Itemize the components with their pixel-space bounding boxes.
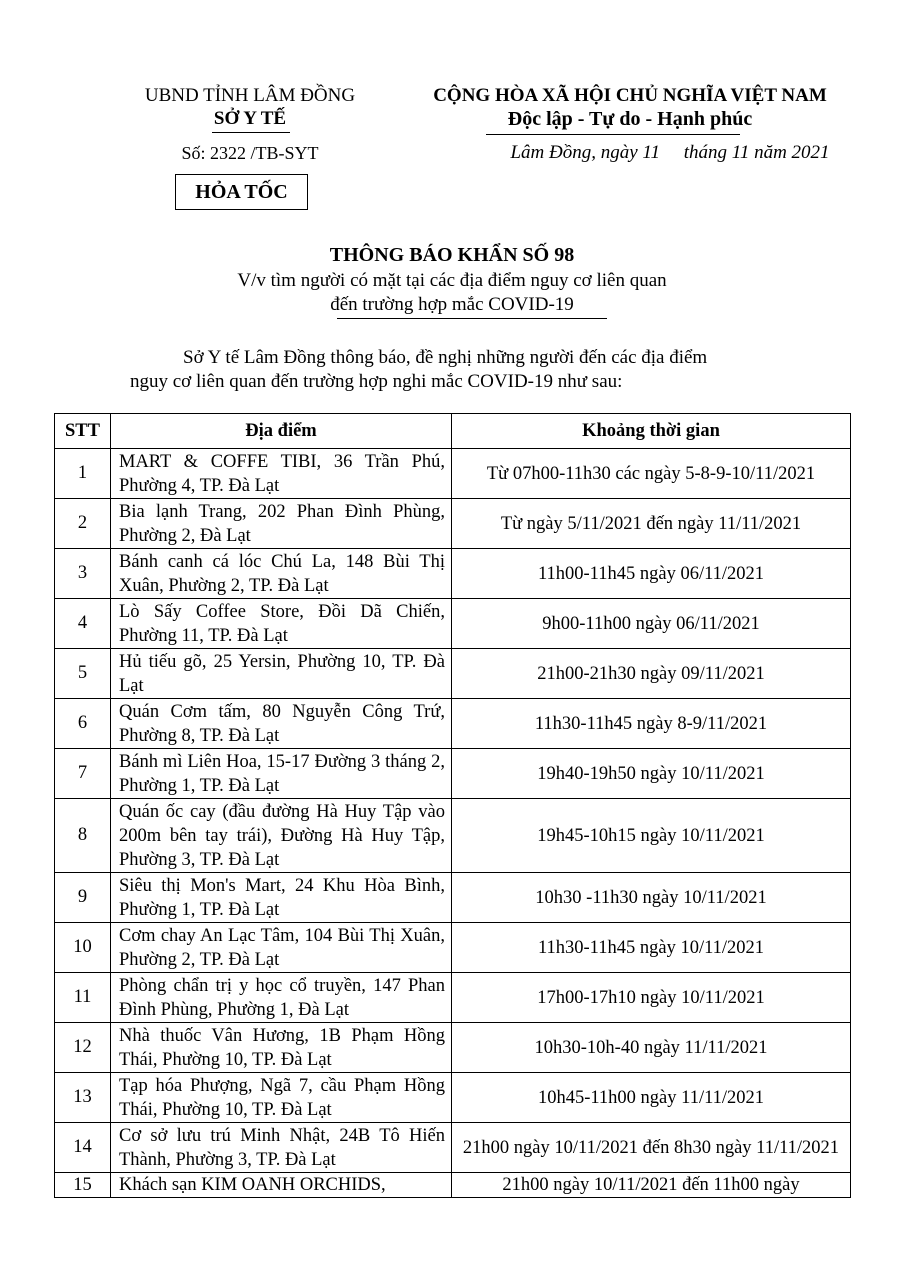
header-stt: STT (55, 414, 111, 449)
row-place: Cơm chay An Lạc Tâm, 104 Bùi Thị Xuân, Phường 2, TP. Đà Lạt (111, 923, 452, 973)
row-place: Khách sạn KIM OANH ORCHIDS, (111, 1173, 452, 1198)
table-row (55, 499, 851, 549)
row-time: 21h00 ngày 10/11/2021 đến 8h30 ngày 11/11/2021 (452, 1123, 851, 1173)
notice-subject-line-1: V/v tìm người có mặt tại các địa điểm nguy cơ liên quan (237, 270, 667, 291)
department-underline (212, 132, 290, 133)
row-place: Bánh mì Liên Hoa, 15-17 Đường 3 tháng 2, Phường 1, TP. Đà Lạt (111, 749, 452, 799)
row-stt: 11 (55, 973, 111, 1023)
row-place: Quán Cơm tấm, 80 Nguyễn Công Trứ, Phường 8, TP. Đà Lạt (111, 699, 452, 749)
row-stt: 14 (55, 1123, 111, 1173)
row-time: 10h45-11h00 ngày 11/11/2021 (452, 1073, 851, 1123)
table-row (55, 873, 851, 923)
row-place: Quán ốc cay (đầu đường Hà Huy Tập vào 200m bên tay trái), Đường Hà Huy Tập, Phường 3, TP. Đà Lạt (111, 799, 452, 873)
row-stt: 3 (55, 549, 111, 599)
header-place: Địa điểm (111, 414, 452, 449)
header-time: Khoảng thời gian (452, 414, 851, 449)
row-time: 21h00 ngày 10/11/2021 đến 11h00 ngày (452, 1173, 851, 1198)
row-stt: 10 (55, 923, 111, 973)
notice-title: THÔNG BÁO KHẨN SỐ 98 (329, 244, 575, 266)
motto-underline (486, 134, 740, 135)
row-stt: 8 (55, 799, 111, 873)
issuing-department: SỞ Y TẾ (213, 108, 287, 129)
row-place: Nhà thuốc Vân Hương, 1B Phạm Hồng Thái, Phường 10, TP. Đà Lạt (111, 1023, 452, 1073)
table-row (55, 699, 851, 749)
subject-underline (337, 318, 607, 319)
row-stt: 2 (55, 499, 111, 549)
row-time: 21h00-21h30 ngày 09/11/2021 (452, 649, 851, 699)
row-time: 11h30-11h45 ngày 10/11/2021 (452, 923, 851, 973)
table-row (55, 973, 851, 1023)
row-place: Bia lạnh Trang, 202 Phan Đình Phùng, Phường 2, Đà Lạt (111, 499, 452, 549)
row-place: Tạp hóa Phượng, Ngã 7, cầu Phạm Hồng Thái, Phường 10, TP. Đà Lạt (111, 1073, 452, 1123)
urgent-stamp: HỎA TỐC (175, 174, 308, 210)
row-stt: 12 (55, 1023, 111, 1073)
notice-subject-line-2: đến trường hợp mắc COVID-19 (330, 294, 574, 315)
table-row (55, 1023, 851, 1073)
row-place: Bánh canh cá lóc Chú La, 148 Bùi Thị Xuân, Phường 2, TP. Đà Lạt (111, 549, 452, 599)
row-place: Phòng chẩn trị y học cổ truyền, 147 Phan Đình Phùng, Phường 1, Đà Lạt (111, 973, 452, 1023)
table-header-row (55, 414, 851, 449)
row-place: Lò Sấy Coffee Store, Đồi Dã Chiến, Phường 11, TP. Đà Lạt (111, 599, 452, 649)
table-row (55, 1173, 851, 1198)
intro-paragraph (130, 346, 820, 394)
table-row (55, 449, 851, 499)
table-row (55, 1123, 851, 1173)
row-time: Từ ngày 5/11/2021 đến ngày 11/11/2021 (452, 499, 851, 549)
issuing-authority: UBND TỈNH LÂM ĐỒNG (144, 85, 356, 106)
row-stt: 4 (55, 599, 111, 649)
row-stt: 9 (55, 873, 111, 923)
row-time: Từ 07h00-11h30 các ngày 5-8-9-10/11/2021 (452, 449, 851, 499)
locations-table (54, 413, 851, 1198)
row-time: 19h40-19h50 ngày 10/11/2021 (452, 749, 851, 799)
row-place: Cơ sở lưu trú Minh Nhật, 24B Tô Hiến Thành, Phường 3, TP. Đà Lạt (111, 1123, 452, 1173)
row-time: 10h30 -11h30 ngày 10/11/2021 (452, 873, 851, 923)
row-time: 19h45-10h15 ngày 10/11/2021 (452, 799, 851, 873)
row-stt: 6 (55, 699, 111, 749)
row-time: 10h30-10h-40 ngày 11/11/2021 (452, 1023, 851, 1073)
row-place: Hủ tiếu gõ, 25 Yersin, Phường 10, TP. Đà Lạt (111, 649, 452, 699)
country-name: CỘNG HÒA XÃ HỘI CHỦ NGHĨA VIỆT NAM (433, 85, 827, 106)
table-row (55, 549, 851, 599)
row-time: 17h00-17h10 ngày 10/11/2021 (452, 973, 851, 1023)
table-row (55, 1073, 851, 1123)
table-row (55, 923, 851, 973)
table-row (55, 649, 851, 699)
row-place: MART & COFFE TIBI, 36 Trần Phú, Phường 4, TP. Đà Lạt (111, 449, 452, 499)
row-place: Siêu thị Mon's Mart, 24 Khu Hòa Bình, Phường 1, TP. Đà Lạt (111, 873, 452, 923)
row-time: 11h30-11h45 ngày 8-9/11/2021 (452, 699, 851, 749)
row-stt: 7 (55, 749, 111, 799)
document-number: Số: 2322 /TB-SYT (181, 143, 319, 163)
row-stt: 15 (55, 1173, 111, 1198)
row-time: 11h00-11h45 ngày 06/11/2021 (452, 549, 851, 599)
place-and-date: Lâm Đồng, ngày 11 tháng 11 năm 2021 (510, 142, 830, 163)
row-stt: 5 (55, 649, 111, 699)
table-row (55, 599, 851, 649)
intro-line-1: Sở Y tế Lâm Đồng thông báo, đề nghị những người đến các địa điểm (183, 347, 708, 368)
intro-line-2: nguy cơ liên quan đến trường hợp nghi mắc COVID-19 như sau: (130, 371, 623, 392)
row-time: 9h00-11h00 ngày 06/11/2021 (452, 599, 851, 649)
row-stt: 13 (55, 1073, 111, 1123)
row-stt: 1 (55, 449, 111, 499)
national-motto: Độc lập - Tự do - Hạnh phúc (507, 108, 753, 130)
table-row (55, 799, 851, 873)
table-row (55, 749, 851, 799)
